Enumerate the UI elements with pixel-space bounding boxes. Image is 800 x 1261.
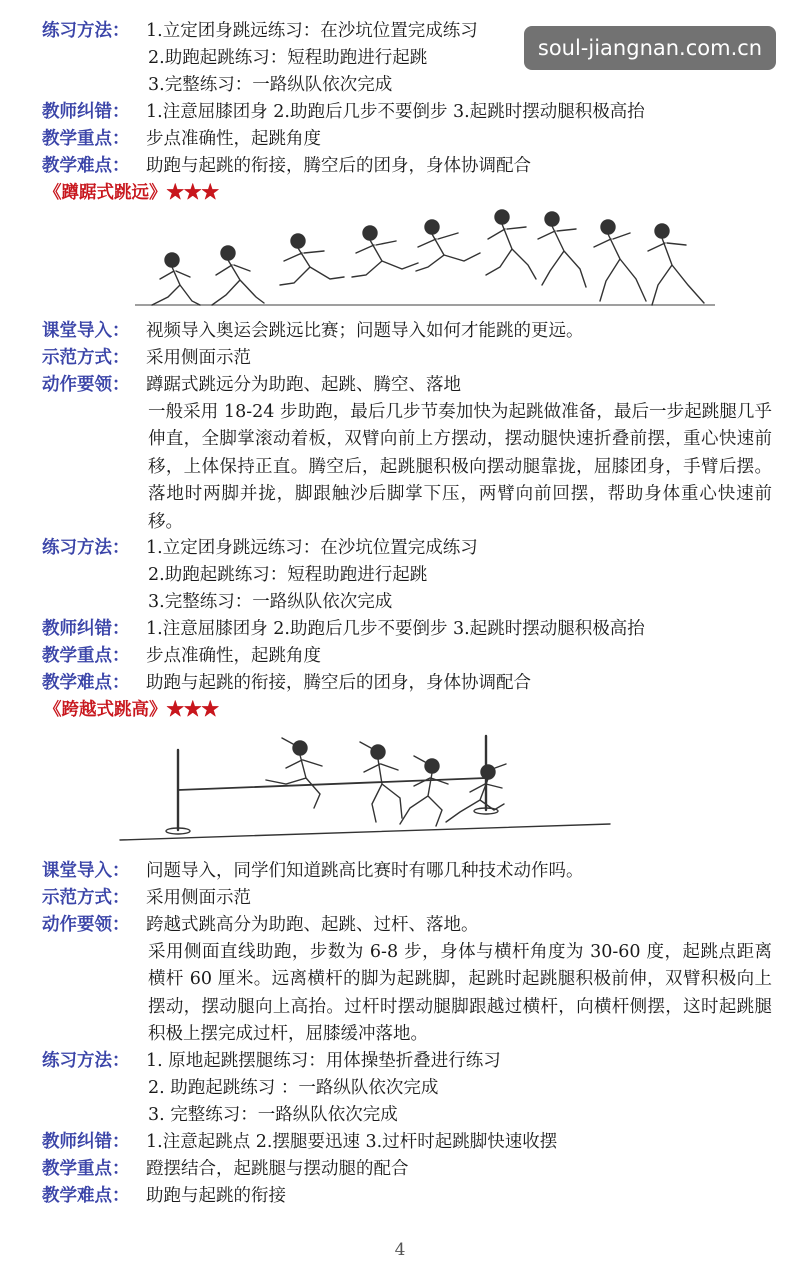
essentials-label: 动作要领： [42, 915, 130, 935]
practice-row [42, 1048, 780, 1075]
practice-label: 练习方法： [42, 538, 130, 558]
key-label: 教学重点： [42, 129, 130, 149]
essentials-row [42, 912, 780, 939]
essentials-row [42, 372, 780, 399]
difficulty-label: 教学难点： [42, 673, 130, 693]
practice-item: 1. 原地起跳摆腿练习：用体操垫折叠进行练习 [146, 1051, 501, 1071]
demo-row [42, 885, 780, 912]
essentials-paragraph: 一般采用 18-24 步助跑，最后几步节奏加快为起跳做准备，最后一步起跳腿几乎伸直，全脚掌滚动着板，双臂向前上方摆动，摆动腿快速折叠前摆，重心快速前移，上体保持正直。腾空后，起跳腿积极向摆动腿靠拢，屈膝团身，手臂后摆。落地时两脚并拢，脚跟触沙后脚掌下压，两臂向前回摆，帮助身体重心快速前移。 [148, 402, 772, 532]
intro-label: 课堂导入： [42, 861, 130, 881]
difficulty-row [42, 1183, 780, 1210]
intro-label: 课堂导入： [42, 321, 130, 341]
section-title-long-jump: 《蹲踞式跳远》★★★ [44, 183, 219, 203]
demo-row [42, 345, 780, 372]
demo-text: 采用侧面示范 [146, 888, 251, 908]
difficulty-row [42, 670, 780, 697]
practice-label: 练习方法： [42, 21, 130, 41]
practice-item: 3.完整练习：一路纵队依次完成 [148, 75, 393, 95]
intro-row [42, 858, 780, 885]
key-row [42, 643, 780, 670]
essentials-text: 跨越式跳高分为助跑、起跳、过杆、落地。 [146, 915, 479, 935]
practice-item: 1.立定团身跳远练习：在沙坑位置完成练习 [146, 538, 478, 558]
intro-row [42, 318, 780, 345]
practice-label: 练习方法： [42, 1051, 130, 1071]
practice-item: 2.助跑起跳练习：短程助跑进行起跳 [148, 565, 428, 585]
section-title-high-jump: 《跨越式跳高》★★★ [44, 700, 219, 720]
watermark-badge: soul-jiangnan.com.cn [524, 26, 776, 70]
key-row [42, 126, 780, 153]
practice-row [42, 535, 780, 562]
practice-item: 1.立定团身跳远练习：在沙坑位置完成练习 [146, 21, 478, 41]
correction-text: 1.注意屈膝团身 2.助跑后几步不要倒步 3.起跳时摆动腿积极高抬 [146, 619, 645, 639]
long-jump-illustration [130, 205, 720, 315]
practice-item: 2. 助跑起跳练习 ：一路纵队依次完成 [148, 1078, 439, 1098]
key-label: 教学重点： [42, 646, 130, 666]
essentials-paragraph: 采用侧面直线助跑，步数为 6-8 步，身体与横杆角度为 30-60 度，起跳点距离横杆 60 厘米。远离横杆的脚为起跳脚，起跳时起跳腿积极前伸，双臂积极向上摆动，摆动腿向上高抬。过杆时摆动腿脚跟越过横杆，向横杆侧摆，这时起跳腿积极上摆完成过杆，屈膝缓冲落地。 [148, 942, 772, 1045]
key-text: 步点准确性，起跳角度 [146, 129, 321, 149]
high-jump-illustration [110, 728, 630, 850]
difficulty-label: 教学难点： [42, 1186, 130, 1206]
demo-label: 示范方式： [42, 348, 130, 368]
correction-label: 教师纠错： [42, 1132, 130, 1152]
essentials-label: 动作要领： [42, 375, 130, 395]
key-text: 步点准确性，起跳角度 [146, 646, 321, 666]
demo-label: 示范方式： [42, 888, 130, 908]
difficulty-text: 助跑与起跳的衔接 [146, 1186, 286, 1206]
intro-text: 问题导入，同学们知道跳高比赛时有哪几种技术动作吗。 [146, 861, 584, 881]
correction-row [42, 1129, 780, 1156]
correction-text: 1.注意屈膝团身 2.助跑后几步不要倒步 3.起跳时摆动腿积极高抬 [146, 102, 645, 122]
correction-text: 1.注意起跳点 2.摆腿要迅速 3.过杆时起跳脚快速收摆 [146, 1132, 558, 1152]
page-number: 4 [394, 1240, 406, 1260]
practice-item: 3.完整练习：一路纵队依次完成 [148, 592, 393, 612]
key-label: 教学重点： [42, 1159, 130, 1179]
intro-text: 视频导入奥运会跳远比赛；问题导入如何才能跳的更远。 [146, 321, 584, 341]
practice-item: 3. 完整练习：一路纵队依次完成 [148, 1105, 398, 1125]
practice-item: 2.助跑起跳练习：短程助跑进行起跳 [148, 48, 428, 68]
essentials-text: 蹲踞式跳远分为助跑、起跳、腾空、落地 [146, 375, 461, 395]
difficulty-text: 助跑与起跳的衔接，腾空后的团身，身体协调配合 [146, 156, 531, 176]
difficulty-label: 教学难点： [42, 156, 130, 176]
correction-label: 教师纠错： [42, 619, 130, 639]
key-row [42, 1156, 780, 1183]
difficulty-row [42, 153, 780, 180]
difficulty-text: 助跑与起跳的衔接，腾空后的团身，身体协调配合 [146, 673, 531, 693]
correction-row [42, 99, 780, 126]
correction-row [42, 616, 780, 643]
correction-label: 教师纠错： [42, 102, 130, 122]
demo-text: 采用侧面示范 [146, 348, 251, 368]
key-text: 蹬摆结合，起跳腿与摆动腿的配合 [146, 1159, 409, 1179]
